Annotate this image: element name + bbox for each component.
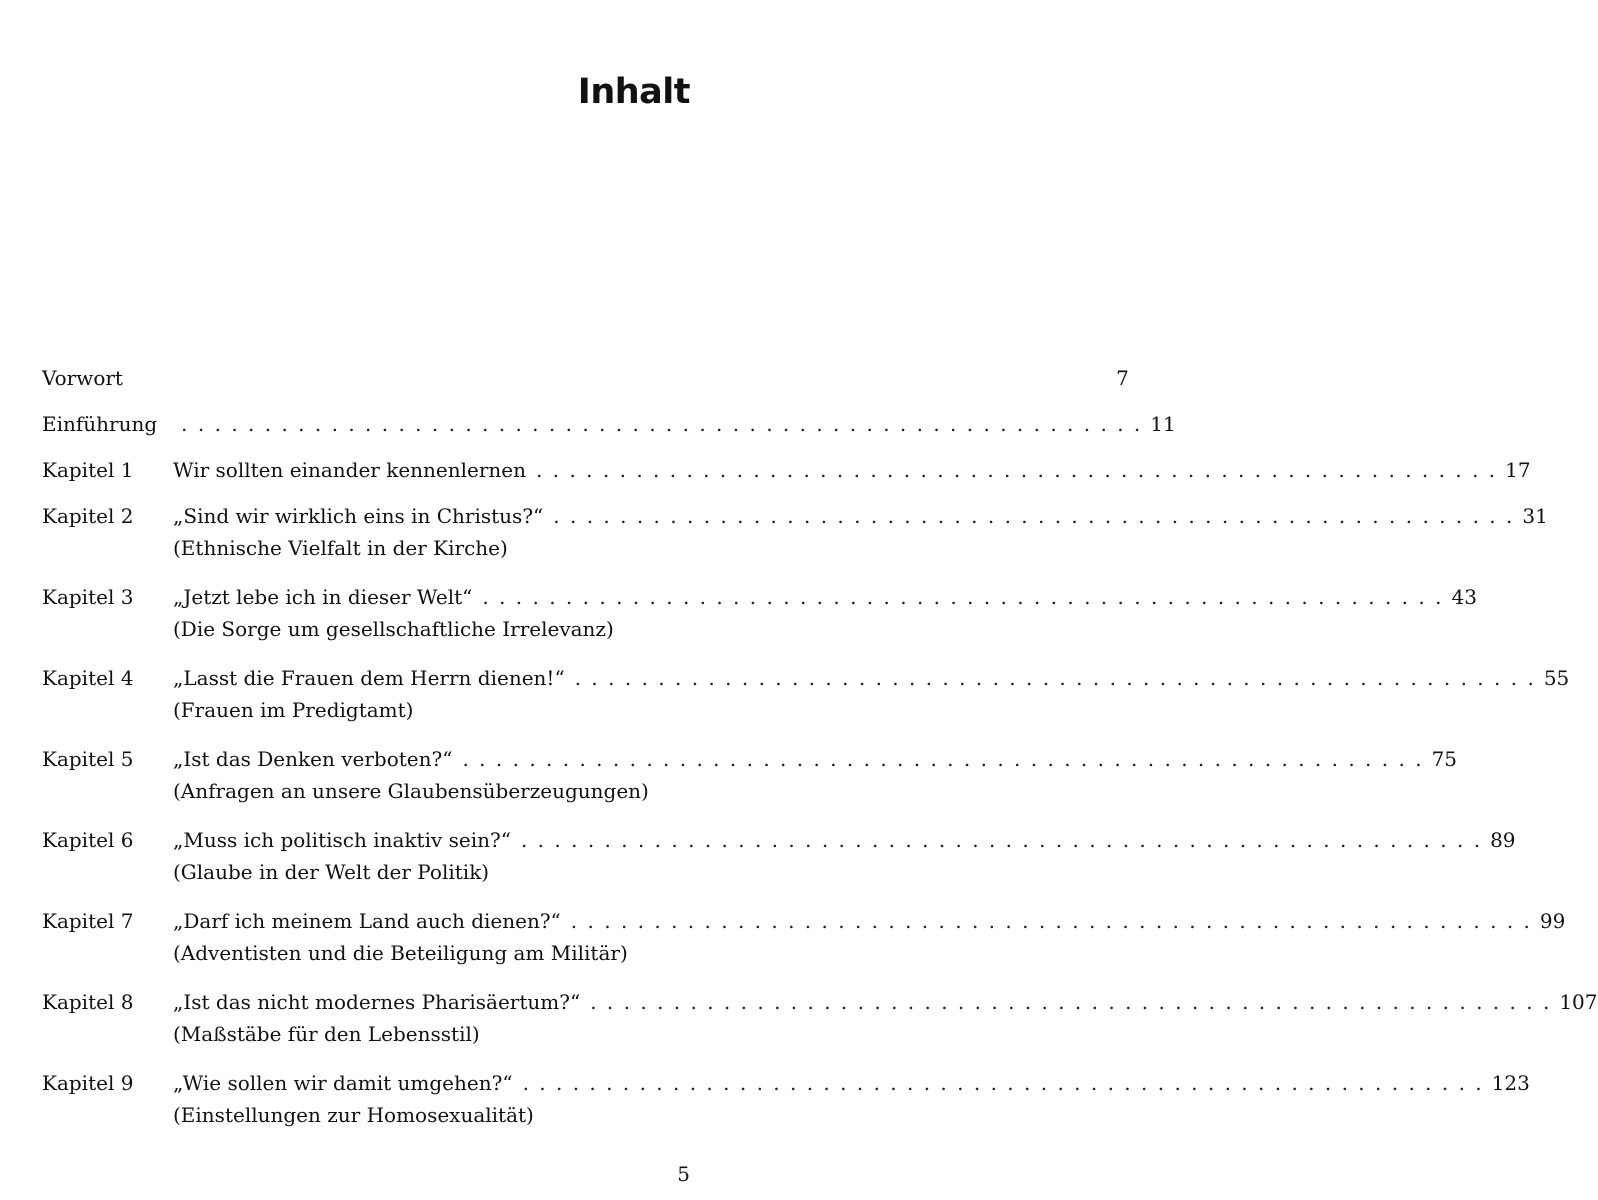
toc-chapter-subtitle: (Ethnische Vielfalt in der Kirche) <box>173 536 508 560</box>
dot-leader: . . . . . . . . . . . . . . . . . . . . . . . . . . . . . . . . . . . . . . . . . . . . . . . . . . . . . . . . . . <box>522 1071 1484 1095</box>
toc-page-number: 55 <box>1543 666 1570 690</box>
toc-entry-chapter-6 <box>42 828 1516 892</box>
toc-page-number: 99 <box>1539 909 1566 933</box>
toc-chapter-subtitle: (Maßstäbe für den Lebensstil) <box>173 1022 480 1046</box>
toc-entry-label: Kapitel 1 <box>42 458 134 482</box>
toc-entry-label: Kapitel 6 <box>42 828 134 852</box>
toc-chapter-title: „Wie sollen wir damit umgehen?“ <box>173 1071 513 1095</box>
toc-entry-chapter-5 <box>42 747 1458 811</box>
toc-chapter-title: „Muss ich politisch inaktiv sein?“ <box>173 828 511 852</box>
dot-leader: . . . . . . . . . . . . . . . . . . . . . . . . . . . . . . . . . . . . . . . . . . . . . . . . . . . . . . . . . . <box>536 458 1498 482</box>
dot-leader: . . . . . . . . . . . . . . . . . . . . . . . . . . . . . . . . . . . . . . . . . . . . . . . . . . . . . . . . . . <box>520 828 1483 852</box>
toc-entry-chapter-4 <box>42 666 1570 730</box>
toc-chapter-title: „Ist das Denken verboten?“ <box>173 747 453 771</box>
page-title: Inhalt <box>577 72 690 112</box>
toc-entry-label: Kapitel 8 <box>42 990 134 1014</box>
toc-entry-label: Kapitel 3 <box>42 585 134 609</box>
dot-leader: . . . . . . . . . . . . . . . . . . . . . . . . . . . . . . . . . . . . . . . . . . . . . . . . . . . . . . . . . . <box>570 909 1532 933</box>
toc-chapter-subtitle: (Glaube in der Welt der Politik) <box>173 860 490 884</box>
toc-chapter-subtitle: (Anfragen an unsere Glaubensüberzeugungen) <box>173 779 649 803</box>
toc-page-number: 7 <box>1116 366 1129 390</box>
dot-leader: . . . . . . . . . . . . . . . . . . . . . . . . . . . . . . . . . . . . . . . . . . . . . . . . . . . . . . . . . . <box>482 585 1444 609</box>
page-number: 5 <box>677 1162 690 1186</box>
dot-leader: . . . . . . . . . . . . . . . . . . . . . . . . . . . . . . . . . . . . . . . . . . . . . . . . . . . . . . . . . . <box>553 504 1515 528</box>
toc-page-number: 31 <box>1522 504 1548 528</box>
toc-chapter-title: „Jetzt lebe ich in dieser Welt“ <box>173 585 473 609</box>
toc-entry-chapter-9 <box>42 1071 1530 1135</box>
toc-entry-label: Einführung <box>42 412 158 436</box>
toc-page-number: 17 <box>1505 458 1531 482</box>
dot-leader: . . . . . . . . . . . . . . . . . . . . . . . . . . . . . . . . . . . . . . . . . . . . . . . . . . . . . . . . . . <box>574 666 1536 690</box>
toc-page-number: 123 <box>1491 1071 1530 1095</box>
toc-entry-label: Kapitel 7 <box>42 909 134 933</box>
dot-leader: . . . . . . . . . . . . . . . . . . . . . . . . . . . . . . . . . . . . . . . . . . . . . . . . . . . . . . . . . . <box>181 412 1143 436</box>
toc-page-number: 75 <box>1431 747 1458 771</box>
toc-entry-label: Kapitel 2 <box>42 504 134 528</box>
table-of-contents <box>42 366 1598 1135</box>
toc-chapter-title: „Lasst die Frauen dem Herrn dienen!“ <box>173 666 565 690</box>
toc-entry-chapter-3 <box>42 585 1477 649</box>
toc-entry-vorwort <box>42 366 1129 398</box>
toc-page-number: 107 <box>1559 990 1598 1014</box>
toc-entry-chapter-7 <box>42 909 1566 973</box>
dot-leader: . . . . . . . . . . . . . . . . . . . . . . . . . . . . . . . . . . . . . . . . . . . . . . . . . . . . . . . . . . <box>590 990 1552 1014</box>
toc-chapter-title: Wir sollten einander kennenlernen <box>173 458 527 482</box>
toc-entry-label: Kapitel 5 <box>42 747 134 771</box>
toc-entry-label: Vorwort <box>42 366 123 390</box>
toc-chapter-subtitle: (Adventisten und die Beteiligung am Militär) <box>173 941 628 965</box>
toc-entry-label: Kapitel 4 <box>42 666 134 690</box>
toc-page-number: 43 <box>1451 585 1477 609</box>
toc-entry-einfuehrung <box>42 412 1176 444</box>
toc-chapter-subtitle: (Die Sorge um gesellschaftliche Irrelevanz) <box>173 617 614 641</box>
toc-chapter-subtitle: (Frauen im Predigtamt) <box>173 698 414 722</box>
dot-leader: . . . . . . . . . . . . . . . . . . . . . . . . . . . . . . . . . . . . . . . . . . . . . . . . . . . . . . . . . . <box>462 747 1424 771</box>
toc-entry-chapter-1 <box>42 458 1531 490</box>
toc-chapter-title: „Sind wir wirklich eins in Christus?“ <box>173 504 544 528</box>
toc-page-number: 89 <box>1490 828 1516 852</box>
toc-page-number: 11 <box>1150 412 1176 436</box>
toc-chapter-subtitle: (Einstellungen zur Homosexualität) <box>173 1103 534 1127</box>
toc-entry-chapter-8 <box>42 990 1598 1054</box>
toc-chapter-title: „Darf ich meinem Land auch dienen?“ <box>173 909 561 933</box>
toc-entry-label: Kapitel 9 <box>42 1071 134 1095</box>
toc-chapter-title: „Ist das nicht modernes Pharisäertum?“ <box>173 990 581 1014</box>
toc-entry-chapter-2 <box>42 504 1548 568</box>
